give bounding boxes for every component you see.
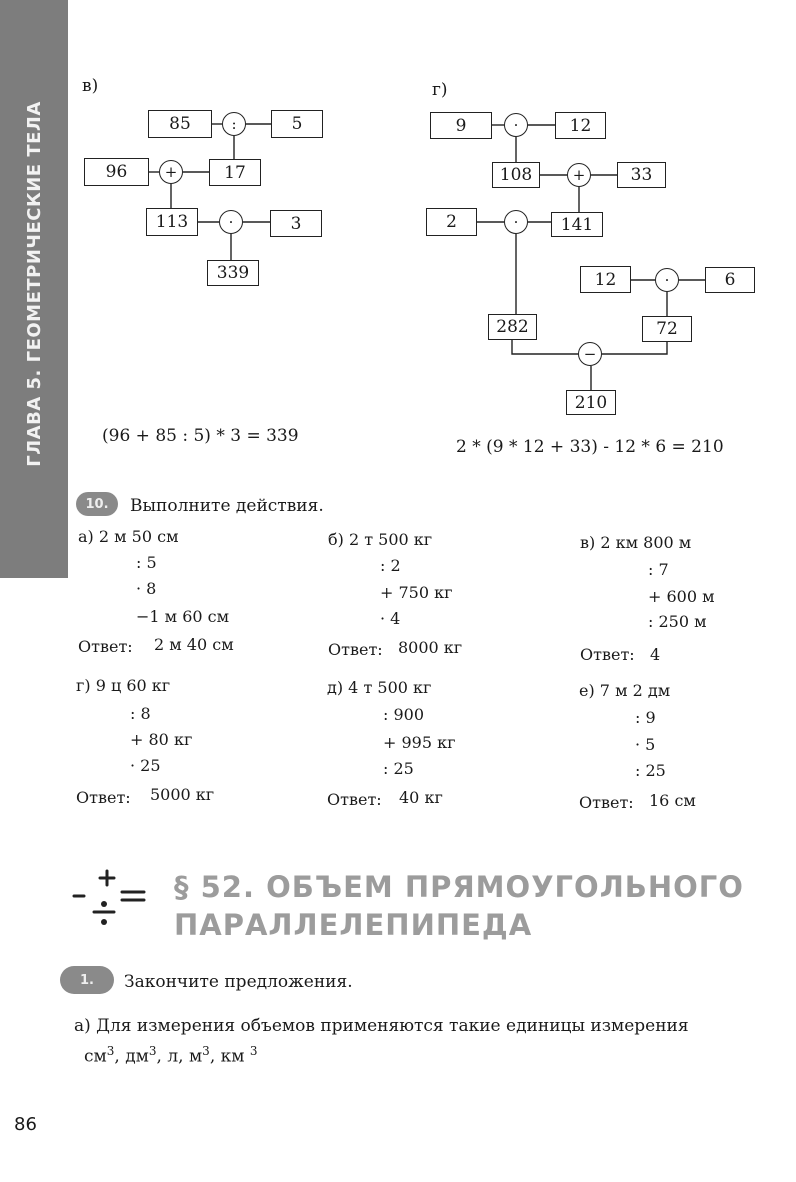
task-11-sentence: а) Для измерения объемов применяются такие единицы измерения [74, 1016, 689, 1036]
exercise-step: · 25 [130, 756, 161, 775]
box-9: 9 [430, 112, 492, 139]
box-17: 17 [209, 159, 261, 186]
task-10-title: Выполните действия. [130, 496, 324, 516]
plus-operator: + [159, 160, 183, 184]
answer-label: Ответ: [328, 640, 383, 659]
answer-value: 40 кг [399, 788, 443, 807]
multiply-operator-1: · [504, 113, 528, 137]
box-141: 141 [551, 212, 603, 237]
exercise-step: : 2 [380, 556, 401, 575]
unit-cm: см [84, 1046, 107, 1067]
exercise-step: + 80 кг [130, 730, 193, 749]
exponent: 3 [202, 1044, 210, 1058]
multiply-operator-3: · [655, 268, 679, 292]
answer-label: Ответ: [327, 790, 382, 809]
task-11-title: Закончите предложения. [124, 972, 353, 992]
exercise-head: д) 4 т 500 кг [327, 678, 432, 697]
exercise-step: + 600 м [648, 587, 715, 606]
box-6: 6 [705, 267, 755, 293]
page-number: 86 [14, 1114, 37, 1135]
box-282: 282 [488, 314, 537, 340]
exercise-head: в) 2 км 800 м [580, 533, 692, 552]
answer-value: 16 см [649, 791, 696, 810]
exponent: 3 [106, 1044, 115, 1058]
exercise-v [580, 533, 790, 673]
section-title-line-1: § 52. ОБЪЕМ ПРЯМОУГОЛЬНОГО [174, 870, 744, 904]
answer-value: 5000 кг [150, 785, 215, 804]
answer-label: Ответ: [76, 788, 131, 807]
box-113: 113 [146, 208, 198, 236]
box-33: 33 [617, 162, 666, 188]
box-85: 85 [148, 110, 212, 138]
exercise-step: · 8 [136, 579, 157, 598]
answer-label: Ответ: [579, 793, 634, 812]
multiply-operator-2: · [504, 210, 528, 234]
box-12-lower: 12 [580, 266, 631, 293]
box-210: 210 [566, 390, 616, 415]
exercise-step: + 750 кг [380, 583, 453, 602]
unit-km: , км [209, 1046, 245, 1067]
exercise-g [76, 676, 306, 816]
task-11-badge: 1. [60, 966, 114, 994]
exercise-head: б) 2 т 500 кг [328, 530, 433, 549]
exercise-step: : 8 [130, 704, 151, 723]
unit-dm: , дм [114, 1046, 149, 1067]
multiply-operator: · [219, 210, 243, 234]
exercise-e [579, 681, 789, 821]
answer-label: Ответ: [580, 645, 635, 664]
answer-value: 2 м 40 см [154, 635, 234, 654]
exercise-step: + 995 кг [383, 733, 456, 752]
answer-value: 8000 кг [398, 638, 463, 657]
diagram-v-label: в) [82, 76, 99, 96]
exercise-step: · 4 [380, 609, 401, 628]
task-10-badge: 10. [76, 492, 118, 516]
exercise-head: г) 9 ц 60 кг [76, 676, 171, 695]
box-2: 2 [426, 208, 477, 236]
exercise-step: : 900 [383, 705, 425, 724]
section-title-line-2: ПАРАЛЛЕЛЕПИПЕДА [174, 908, 533, 942]
exercise-b [328, 530, 558, 670]
exponent: 3 [148, 1044, 157, 1058]
box-72: 72 [642, 316, 692, 342]
box-96: 96 [84, 158, 149, 186]
minus-operator: − [578, 342, 602, 366]
exercise-step: −1 м 60 см [136, 607, 230, 626]
exercise-step: : 9 [635, 708, 656, 727]
exercise-head: а) 2 м 50 см [78, 527, 179, 546]
exponent: 3 [249, 1044, 258, 1058]
section-title [174, 868, 744, 944]
diagram-v-equation: (96 + 85 : 5) * 3 = 339 [102, 426, 299, 446]
exercise-step: : 250 м [648, 612, 707, 631]
task-11-answer [84, 1044, 258, 1067]
exercise-step: : 25 [383, 759, 414, 778]
box-108: 108 [492, 162, 540, 188]
box-12: 12 [555, 112, 606, 139]
exercise-head: е) 7 м 2 дм [579, 681, 671, 700]
chapter-title: ГЛАВА 5. ГЕОМЕТРИЧЕСКИЕ ТЕЛА [24, 101, 45, 467]
answer-value: 4 [650, 645, 661, 664]
exercise-a [78, 527, 308, 667]
diagram-g-label: г) [432, 80, 448, 100]
math-operations-icon [70, 866, 152, 938]
box-3: 3 [270, 210, 322, 237]
exercise-step: : 7 [648, 560, 669, 579]
answer-label: Ответ: [78, 637, 133, 656]
box-5: 5 [271, 110, 323, 138]
diagram-g-equation: 2 * (9 * 12 + 33) - 12 * 6 = 210 [456, 437, 724, 457]
unit-l-m: , л, м [156, 1046, 203, 1067]
box-339: 339 [207, 260, 259, 286]
exercise-step: : 5 [136, 553, 157, 572]
plus-operator: + [567, 163, 591, 187]
exercise-d [327, 678, 557, 818]
exercise-step: : 25 [635, 761, 666, 780]
divide-operator: : [222, 112, 246, 136]
exercise-step: · 5 [635, 735, 656, 754]
